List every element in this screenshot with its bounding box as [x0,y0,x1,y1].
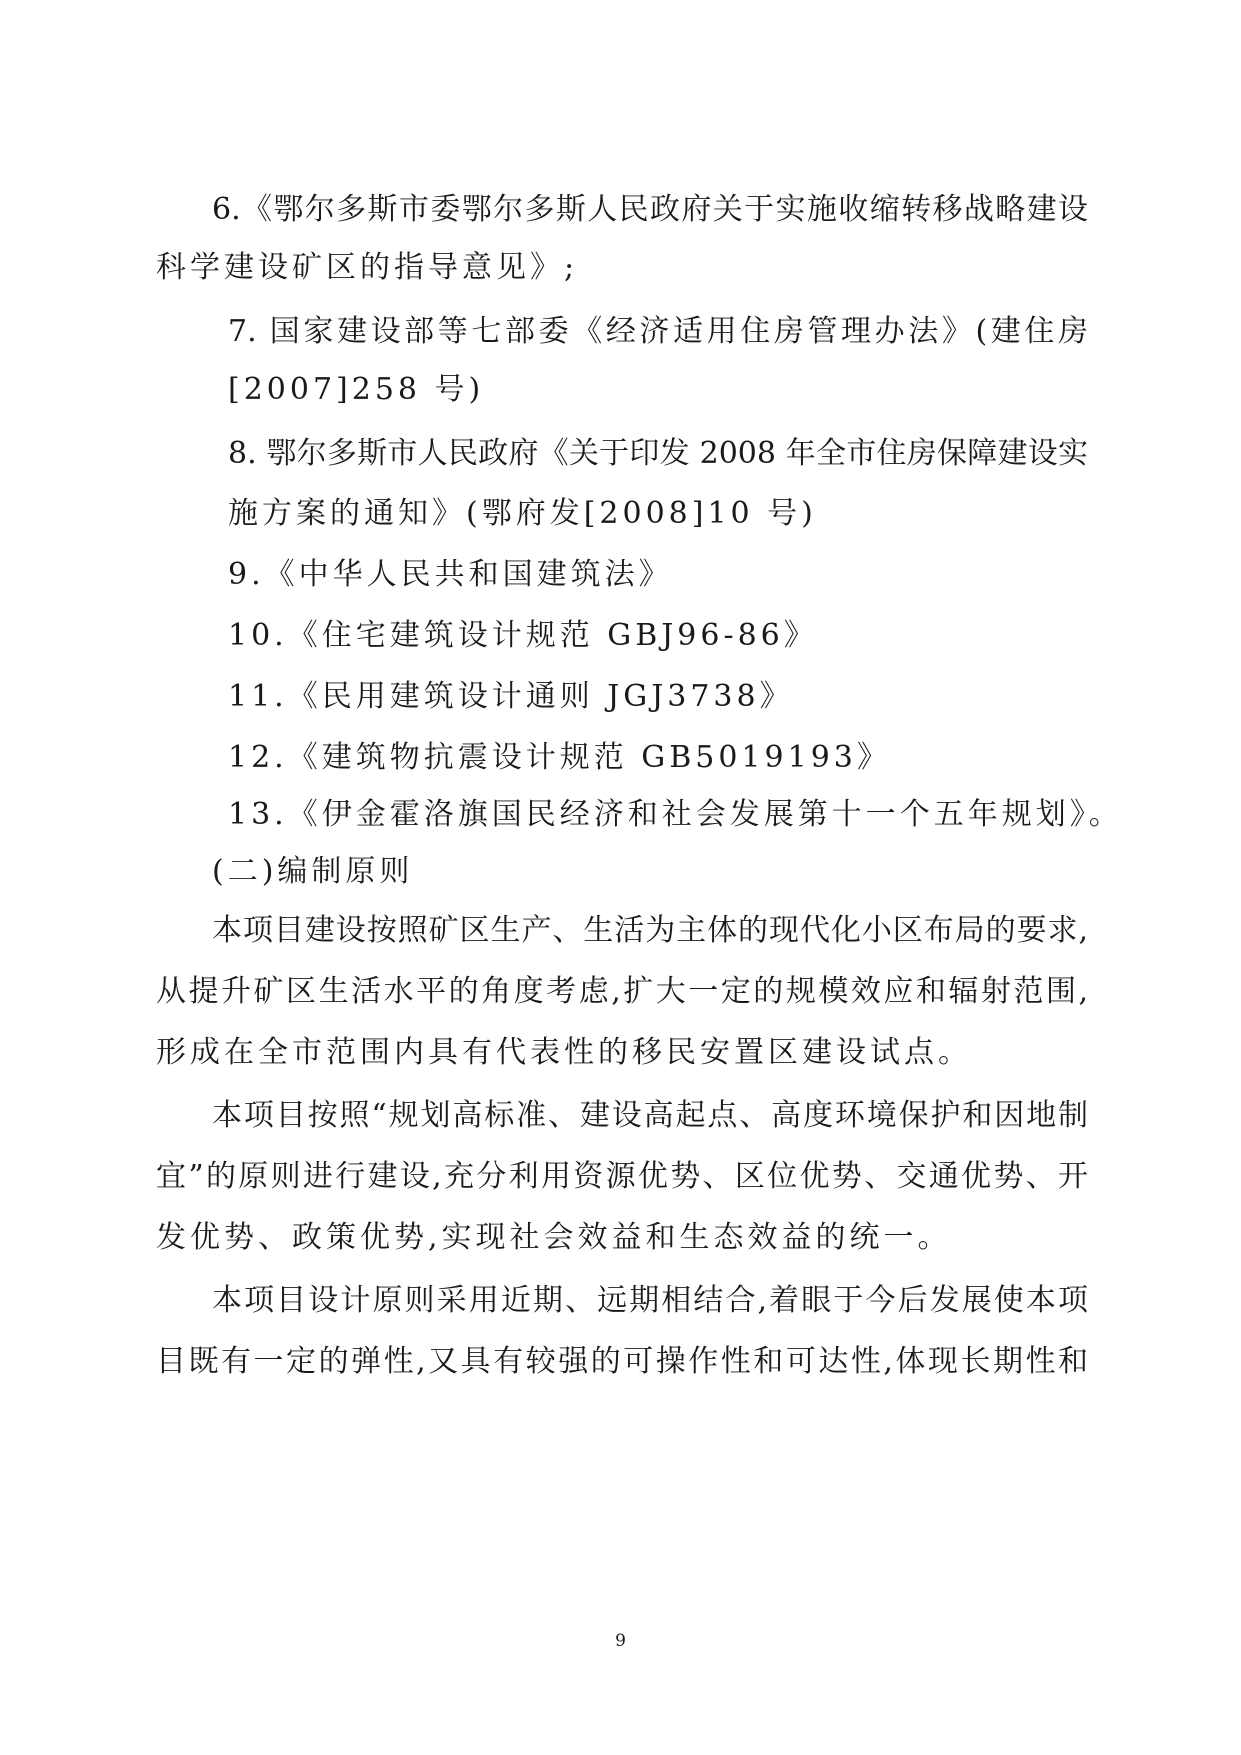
text-line: 本项目设计原则采用近期、远期相结合,着眼于今后发展使本项 [212,1283,1088,1318]
text-line: 8. 鄂尔多斯市人民政府《关于印发 2008 年全市住房保障建设实 [228,436,1088,471]
text-line: 10.《住宅建筑设计规范 GBJ96-86》 [228,618,818,653]
text-line: 宜”的原则进行建设,充分利用资源优势、区位优势、交通优势、开 [156,1159,1088,1194]
text-line: 本项目按照“规划高标准、建设高起点、高度环境保护和因地制 [212,1098,1088,1133]
text-line: 9.《中华人民共和国建筑法》 [228,557,673,592]
text-line: [2007]258 号) [228,372,485,407]
text-line: 发优势、政策优势,实现社会效益和生态效益的统一。 [156,1220,952,1255]
text-line: 12.《建筑物抗震设计规范 GB5019193》 [228,740,891,775]
text-line: 6.《鄂尔多斯市委鄂尔多斯人民政府关于实施收缩转移战略建设 [212,192,1088,227]
text-line: 从提升矿区生活水平的角度考虑,扩大一定的规模效应和辐射范围, [156,974,1088,1009]
text-line: 13.《伊金霍洛旗国民经济和社会发展第十一个五年规划》。 [228,797,1123,832]
text-line: 本项目建设按照矿区生产、生活为主体的现代化小区布局的要求, [212,913,1088,948]
text-line: 目既有一定的弹性,又具有较强的可操作性和可达性,体现长期性和 [156,1344,1088,1379]
text-line: 科学建设矿区的指导意见》; [156,250,579,285]
text-line: 形成在全市范围内具有代表性的移民安置区建设试点。 [156,1035,972,1070]
text-line: 11.《民用建筑设计通则 JGJ3738》 [228,679,794,714]
text-line: 施方案的通知》(鄂府发[2008]10 号) [228,496,817,531]
section-heading: (二)编制原则 [212,854,414,889]
text-line: 7. 国家建设部等七部委《经济适用住房管理办法》(建住房 [228,314,1088,349]
page-number: 9 [615,1631,626,1651]
